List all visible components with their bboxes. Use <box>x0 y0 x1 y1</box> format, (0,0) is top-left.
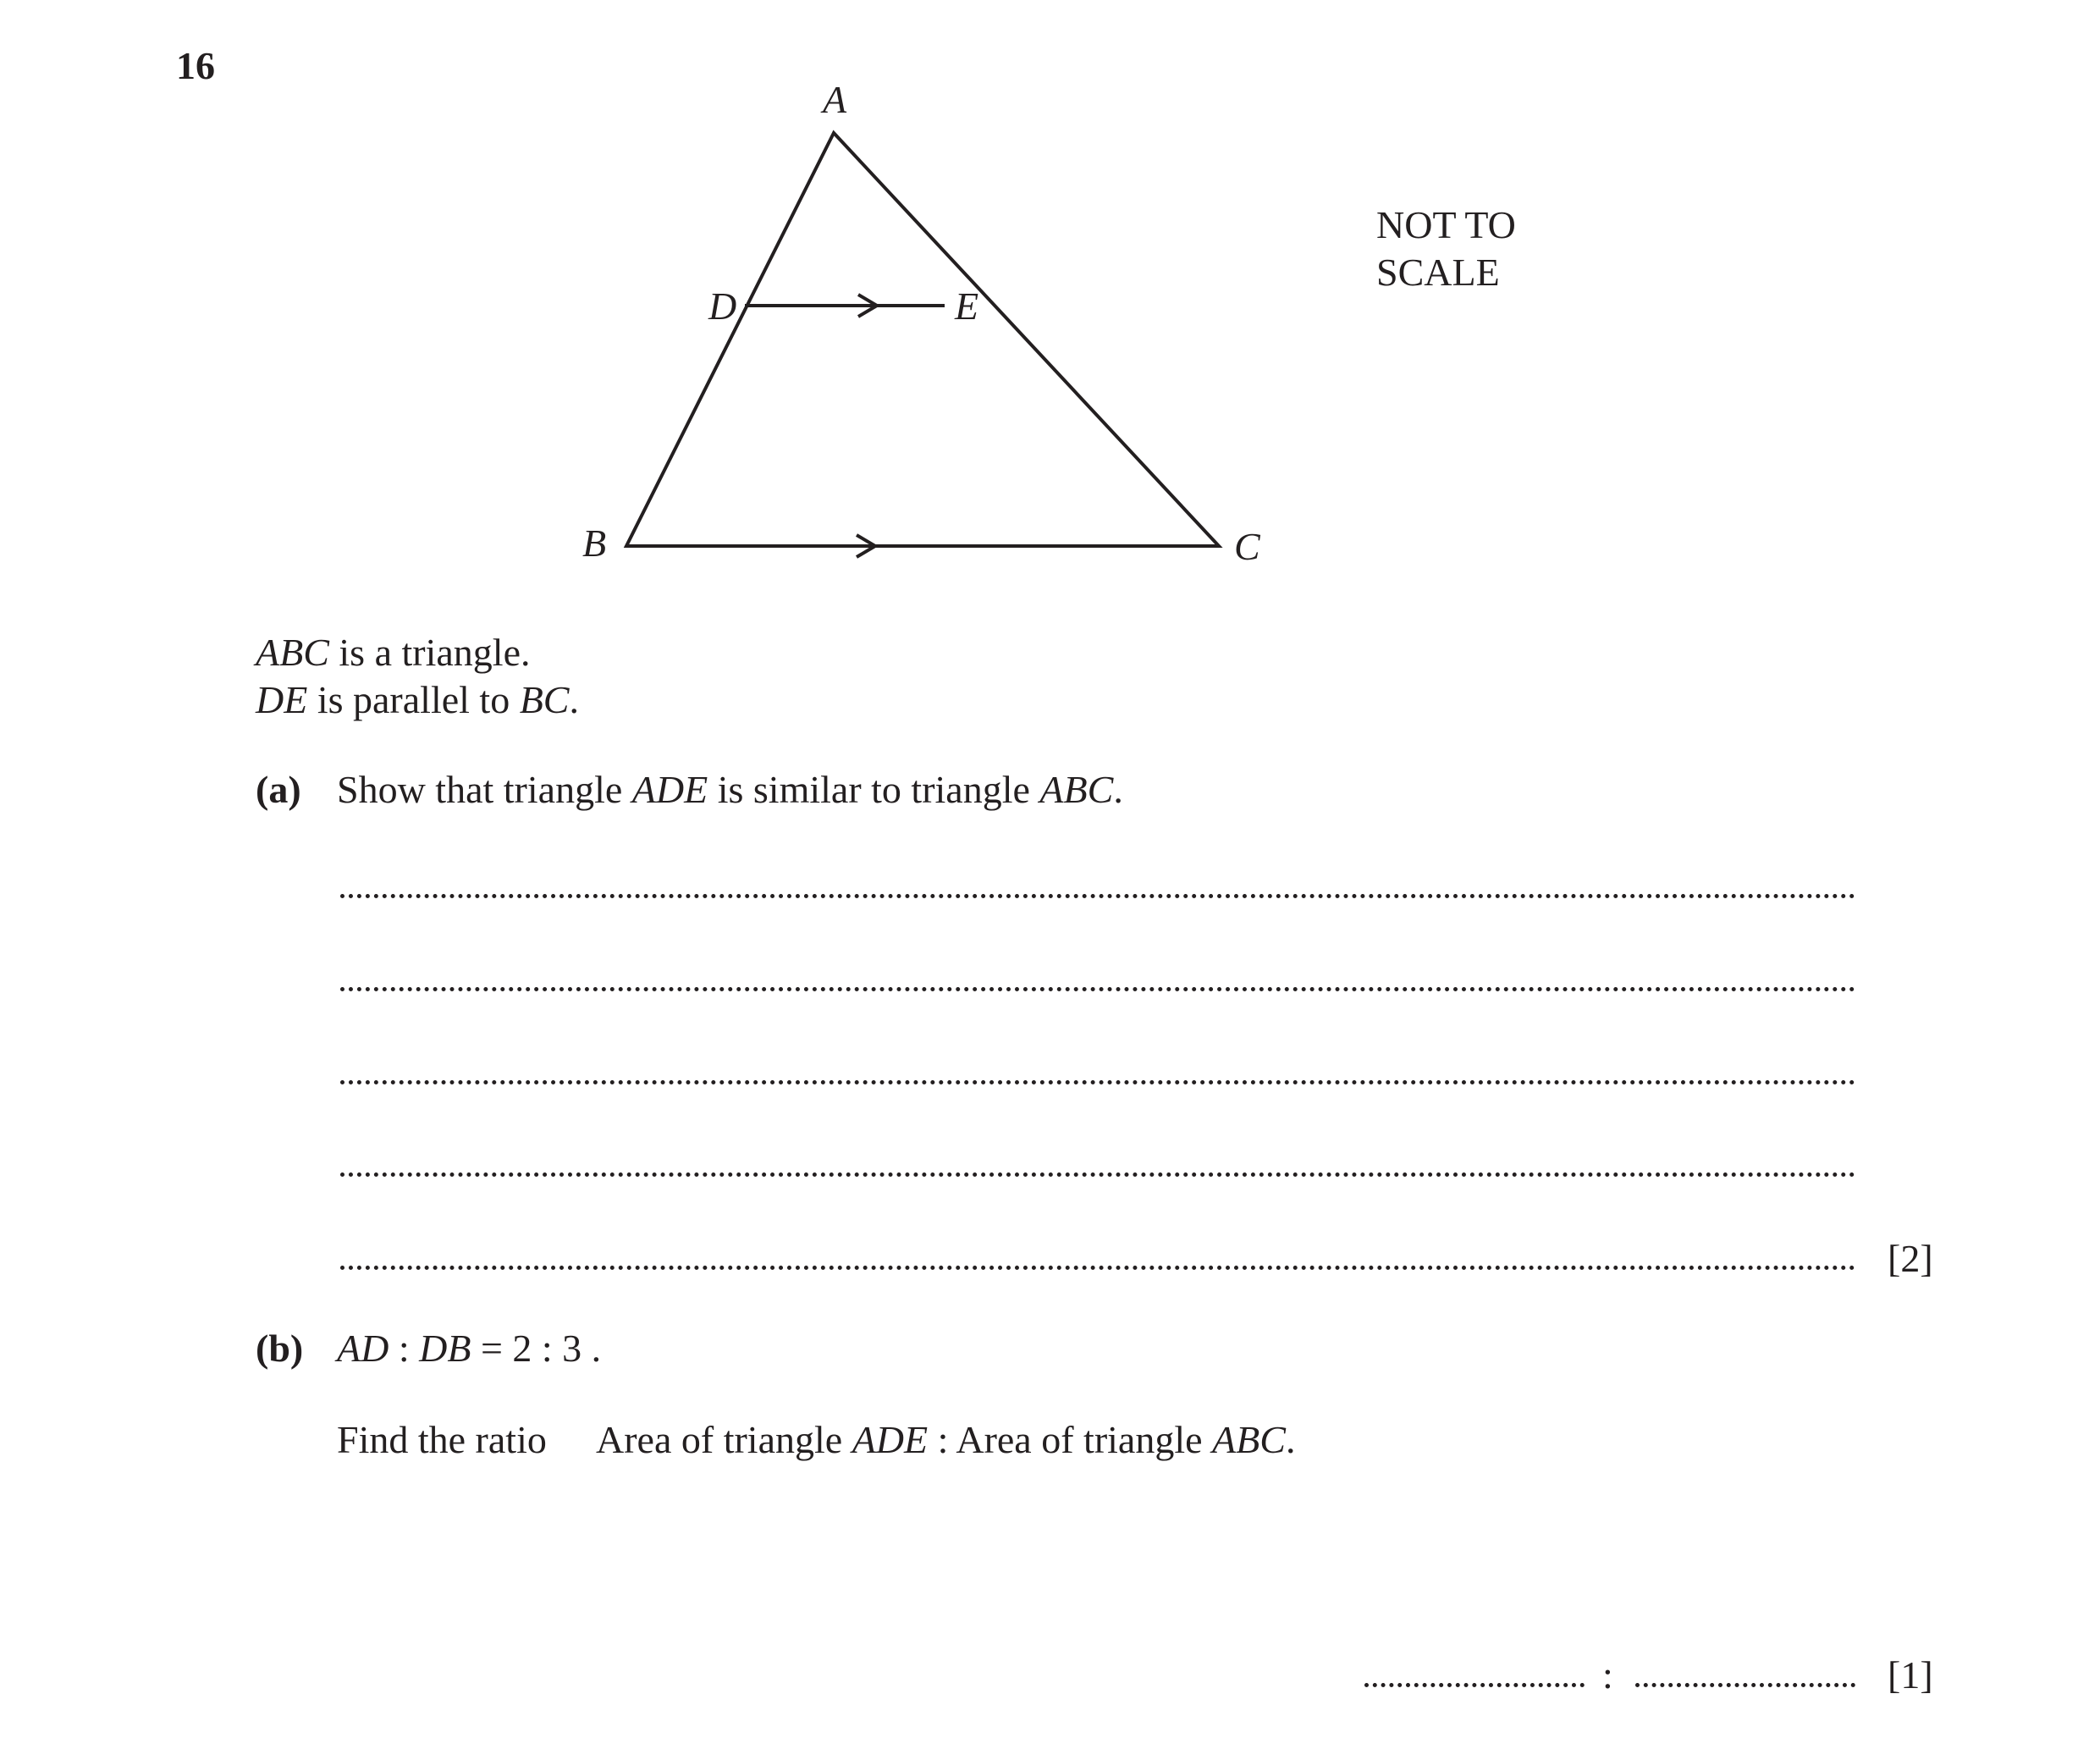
intro-line-2-mid: is parallel to <box>307 678 520 721</box>
part-a-answer-line-2[interactable] <box>340 987 1855 991</box>
part-b-label: (b) <box>256 1327 304 1370</box>
part-b-answer-left[interactable] <box>1364 1683 1585 1687</box>
not-to-scale-line2: SCALE <box>1376 251 1500 294</box>
vertex-label-d: D <box>708 284 737 328</box>
not-to-scale-line1: NOT TO <box>1376 203 1516 246</box>
intro-line-1-rest: is a triangle. <box>328 631 531 674</box>
part-b-find-ade: ADE <box>852 1418 929 1461</box>
part-b-ratio-ad: AD <box>337 1327 389 1370</box>
part-b-answer-right[interactable] <box>1635 1683 1855 1687</box>
vertex-label-c: C <box>1234 525 1260 568</box>
part-a-text-abc: ABC <box>1039 768 1114 811</box>
part-b-answer-colon: : <box>1602 1653 1613 1697</box>
part-a-text-mid: is similar to triangle <box>708 768 1040 811</box>
part-b-find-end: . <box>1285 1418 1296 1461</box>
intro-line-1-italic: ABC <box>256 631 329 674</box>
part-a-answer-line-3[interactable] <box>340 1080 1855 1084</box>
part-b-ratio-rest: = 2 : 3 . <box>471 1327 602 1370</box>
question-number: 16 <box>176 44 215 87</box>
vertex-label-e: E <box>955 284 979 328</box>
part-b-find-pre: Find the ratio <box>337 1418 547 1461</box>
vertex-label-a: A <box>823 80 847 121</box>
part-b-marks: [1] <box>1888 1653 1933 1697</box>
part-a-text-end: . <box>1113 768 1123 811</box>
intro-line-2-end: . <box>569 678 579 721</box>
part-b-ratio-sep: : <box>389 1327 420 1370</box>
part-b-find-text <box>596 1415 1295 1465</box>
not-to-scale-note <box>1376 201 1516 296</box>
part-b-find-a: Area of triangle <box>596 1418 852 1461</box>
part-b-ratio-db: DB <box>419 1327 471 1370</box>
part-b-ratio <box>337 1324 601 1373</box>
part-a-answer-line-5[interactable] <box>340 1266 1855 1270</box>
triangle-diagram <box>542 80 1304 588</box>
part-a-text-ade: ADE <box>631 768 708 811</box>
vertex-label-b: B <box>582 521 607 565</box>
part-a-text-pre: Show that triangle <box>337 768 632 811</box>
part-a-marks: [2] <box>1888 1237 1933 1280</box>
intro-line-2-bc: BC <box>519 678 570 721</box>
part-b-find-mid: : Area of triangle <box>928 1418 1213 1461</box>
intro-line-2-de: DE <box>256 678 308 721</box>
part-b-find-abc: ABC <box>1212 1418 1286 1461</box>
intro-line-1 <box>256 628 530 677</box>
intro-line-2 <box>256 676 579 725</box>
part-a-question <box>337 765 1123 814</box>
part-a-label: (a) <box>256 768 301 811</box>
triangle-abc <box>626 133 1219 546</box>
part-a-answer-line-4[interactable] <box>340 1172 1855 1177</box>
part-a-answer-line-1[interactable] <box>340 894 1855 898</box>
